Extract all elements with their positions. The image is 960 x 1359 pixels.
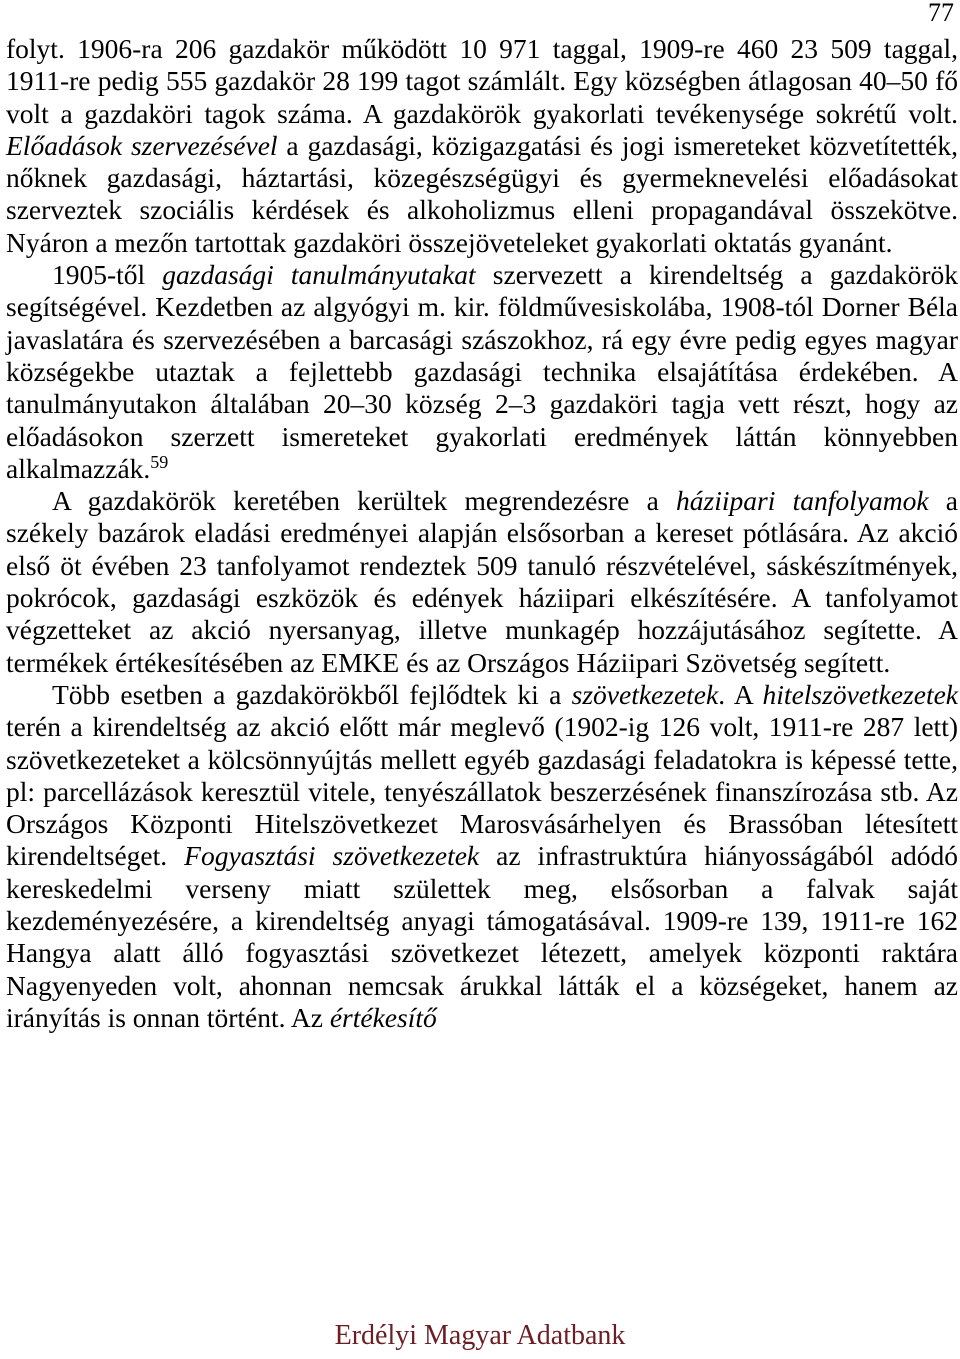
text-run: Több esetben a gazdakörökből fejlődtek ki a (52, 678, 572, 710)
text-run: folyt. 1906-ra 206 gazdakör működött 10 971 taggal, 1909-re 460 23 509 taggal, 1911-re pedig 555 gazdakör 28 199 tagot számlált. Egy községben átlagosan 40–50 fő volt a gazdaköri tagok száma. A gazdakörök gyakorlati tevékenysége sokrétű volt. (6, 33, 958, 129)
text-run: az infrastruktúra hiányosságából adódó kereskedelmi verseny miatt születtek meg, elsősorban a falvak saját kezdeményezésére, a kirendeltség anyagi támogatásával. 1909-re 139, 1911-re 162 Hangya alatt álló fogyasztási szövetkezet létezett, amelyek központi raktára Nagyenyeden volt, ahonnan nemcsak árukkal látták el a községeket, hanem az irányítás is onnan történt. Az (6, 840, 959, 1033)
page-number: 77 (928, 0, 954, 27)
body-text (6, 33, 958, 1034)
emphasis: értékesítő (329, 1001, 437, 1033)
text-run: . A (718, 678, 763, 710)
text-run: szervezett a kirendeltség a gazdakörök segítségével. Kezdetben az algyógyi m. kir. földművesiskolába, 1908-tól Dorner Béla javaslatára és szervezésében a barcasági szászokhoz, rá egy évre pedig egyes magyar községekbe utaztak a fejlettebb gazdasági technika elsajátítása érdekében. A tanulmányutakon általában 20–30 község 2–3 gazdaköri tagja vett részt, hogy az előadásokon szerzett ismereteket gyakorlati eredmények láttán könnyebben alkalmazzák. (6, 259, 958, 484)
text-run: a gazdasági, közigazgatási és jogi ismereteket közvetítették, nőknek gazdasági, háztartási, közegészségügyi és gyermeknevelési előadásokat szerveztek szociális kérdések és alkoholizmus elleni propagandával összekötve. Nyáron a mezőn tartottak gazdaköri összejöveteleket gyakorlati oktatás gyanánt. (6, 129, 959, 258)
footnote-reference[interactable]: 59 (150, 451, 169, 472)
emphasis: Előadások szervezésével (6, 129, 278, 161)
text-run: terén a kirendeltség az akció előtt már meglevő (1902-ig 126 volt, 1911-re 287 lett) szövetkezeteket a kölcsönnyújtás mellett egyéb gazdasági feladatokra is képessé tette, pl: parcellázások keresztül vitele, tenyészállatok beszerzésének finanszírozása stb. Az Országos Központi Hitelszövetkezet Marosvásárhelyen és Brassóban létesített kirendeltséget. (6, 711, 958, 872)
text-run: a székely bazárok eladási eredményei alapján elsősorban a kereset pótlására. Az akció első öt évében 23 tanfolyamot rendeztek 509 tanuló részvételével, sáskészítmények, pokrócok, gazdasági eszközök és edények háziipari elkészítésére. A tanfolyamot végzetteket az akció nyersanyag, illetve munkagép hozzájutásához segítette. A termékek értékesítésében az EMKE és az Országos Háziipari Szövetség segített. (6, 485, 958, 678)
emphasis: hitelszövetkezetek (762, 678, 959, 710)
text-run: 1905-től (52, 259, 163, 291)
paragraph-haziipar (6, 485, 958, 679)
paragraph-gazdakorok (6, 33, 958, 259)
paragraph-tanulmanyutak (6, 259, 958, 485)
text-run: A gazdakörök keretében kerültek megrendezésre a (52, 485, 677, 517)
emphasis: szövetkezetek (571, 678, 719, 710)
paragraph-szovetkezetek (6, 679, 958, 1034)
emphasis: gazdasági tanulmányutakat (162, 259, 476, 291)
footer-watermark: Erdélyi Magyar Adatbank (334, 1320, 626, 1351)
emphasis: Fogyasztási szövetkezetek (184, 840, 480, 872)
emphasis: háziipari tanfolyamok (676, 485, 929, 517)
